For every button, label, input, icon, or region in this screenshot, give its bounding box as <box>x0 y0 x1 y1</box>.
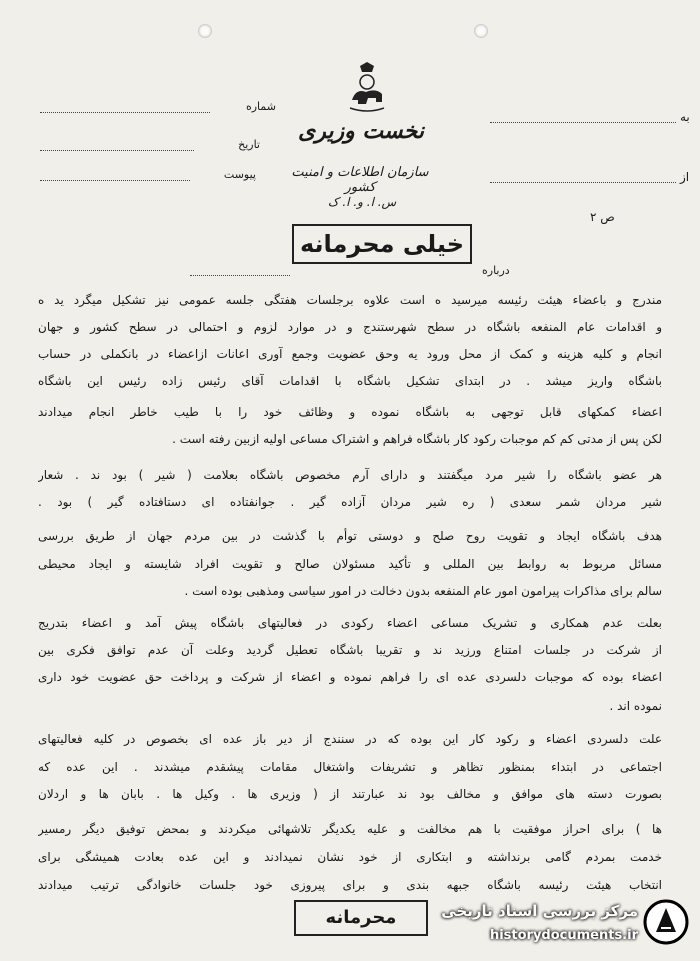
subject-line <box>190 275 290 276</box>
body-line: اعضاء بوده که موجبات دلسردی عده ای را فراهم نموده و اعضاء از شرکت و پرداخت حق عضویت خود داری <box>38 670 662 684</box>
body-line: بصورت دسته های موافق و مخالف بود ند عبارتند از ( وزیری ها . وکیل ها . بابان ها و اردلان <box>38 787 662 801</box>
to-line <box>490 122 676 123</box>
body-line: ها ) برای احراز موفقیت با هم مخالفت و علیه یکدیگر تلاشهائی میکردند و بمحض توفیق دیگر رمسیر <box>38 822 662 836</box>
org-code: س. ا. و. ا. ک <box>327 195 397 209</box>
subject-label: درباره <box>482 264 510 277</box>
body-line: از شرکت در جلسات امتناع ورزید ند و تقریبا باشگاه تعطیل گردید وعلت آن عدم توافق فکری بین <box>38 643 662 657</box>
body-line: باشگاه واریز میشد . در ابتدای تشکیل باشگاه با اقدامات آقای رئیس زاده رئیس این باشگاه <box>38 374 662 388</box>
body-line: لکن پس از مدتی کم کم موجبات رکود کار باشگاه فراهم و اشتراک مساعی اولیه ازبین رفته است . <box>172 432 662 446</box>
body-line: انتخاب هیئت رئیسه باشگاه جبهه بندی و برای پیروزی خود جلسات خانوادگی ترتیب میدادند <box>38 878 662 892</box>
punch-hole-left <box>198 24 212 38</box>
body-line: علت دلسردی اعضاء و رکود کار این بوده که در سنندج از دیر باز عده ای بخصوص در کلیه فعالیتهای <box>38 732 662 746</box>
from-line <box>490 182 676 183</box>
body-line: انجام و کلیه هزینه و کمک از محل ورود یه وحق عضویت وجمع آوری اعانات ازاعضاء در بانکملی در حساب <box>38 347 662 361</box>
watermark <box>441 896 696 958</box>
org-name-primary: نخست وزیری <box>298 118 424 144</box>
page-number: ص ۲ <box>590 210 615 224</box>
archive-logo-icon <box>642 898 690 946</box>
body-line: خدمت بمردم گامی برنداشته و ابتکاری از خود نشان نمیدادند و این عده بعادت همیشگی برای <box>38 850 662 864</box>
date-label: تاریخ <box>238 138 260 151</box>
org-name-secondary: سازمان اطلاعات و امنیت کشور <box>291 165 429 195</box>
number-line <box>40 112 210 113</box>
watermark-url: historydocuments.ir <box>489 928 638 943</box>
number-label: شماره <box>245 100 276 113</box>
from-label: از <box>680 170 690 184</box>
classification-stamp-bottom: محرمانه <box>294 900 428 936</box>
to-label: به <box>680 110 690 124</box>
body-line: سالم برای مذاکرات پیرامون امور عام المنفعه بدون دخالت در امور سیاسی ومذهبی بوده است . <box>184 584 662 598</box>
body-line: مسائل مربوط به روابط بین المللی و تأکید مسئولان صالح و تقویت افراد شایسته و ایجاد محیطی <box>38 557 662 571</box>
body-line: اجتماعی در ابتداء بمنظور تظاهر و تشریفات واشتغال مقامات پیشقدم میشدند . این عده که <box>38 760 662 774</box>
attachment-line <box>40 180 190 181</box>
punch-hole-right <box>474 24 488 38</box>
body-line: مندرج و باعضاء هیئت رئیسه میرسید ه است علاوه برجلسات هفتگی جلسه عمومی نیز تشکیل میگرد ید ه <box>38 293 662 307</box>
body-line: هر عضو باشگاه را شیر مرد میگفتند و دارای آرم مخصوص باشگاه بعلامت ( شیر ) بود ند . شعار <box>38 468 662 482</box>
lion-sun-emblem-icon <box>346 62 388 114</box>
body-line: هدف باشگاه ایجاد و تقویت روح صلح و دوستی توأم با گذشت در بین مردم جهان از طریق بررسی <box>38 529 662 543</box>
body-line: و اقدامات عام المنفعه باشگاه در سطح شهرستندج و در موارد لزوم و احتمالی در سطح کشور و جهان <box>38 320 662 334</box>
body-line: شیر مردان شمر سعدی ( ره شیر مردان آزاده گیر . جوانفتاده ای دستافتاده گیر ) بود . <box>38 495 662 509</box>
body-line: اعضاء کمکهای قابل توجهی به باشگاه نموده و وظائف خود را با طیب خاطر انجام میدادند <box>38 405 662 419</box>
attachment-label: پیوست <box>223 168 256 181</box>
body-line: بعلت عدم همکاری و تشریک مساعی اعضاء رکودی در فعالیتهای باشگاه پیش آمد و اعضاء بتدریج <box>38 616 662 630</box>
watermark-title: مرکز بررسی اسناد تاریخی <box>441 902 638 920</box>
date-line <box>40 150 194 151</box>
classification-stamp-top: خیلی محرمانه <box>292 224 472 264</box>
body-line: نموده اند . <box>609 699 662 713</box>
